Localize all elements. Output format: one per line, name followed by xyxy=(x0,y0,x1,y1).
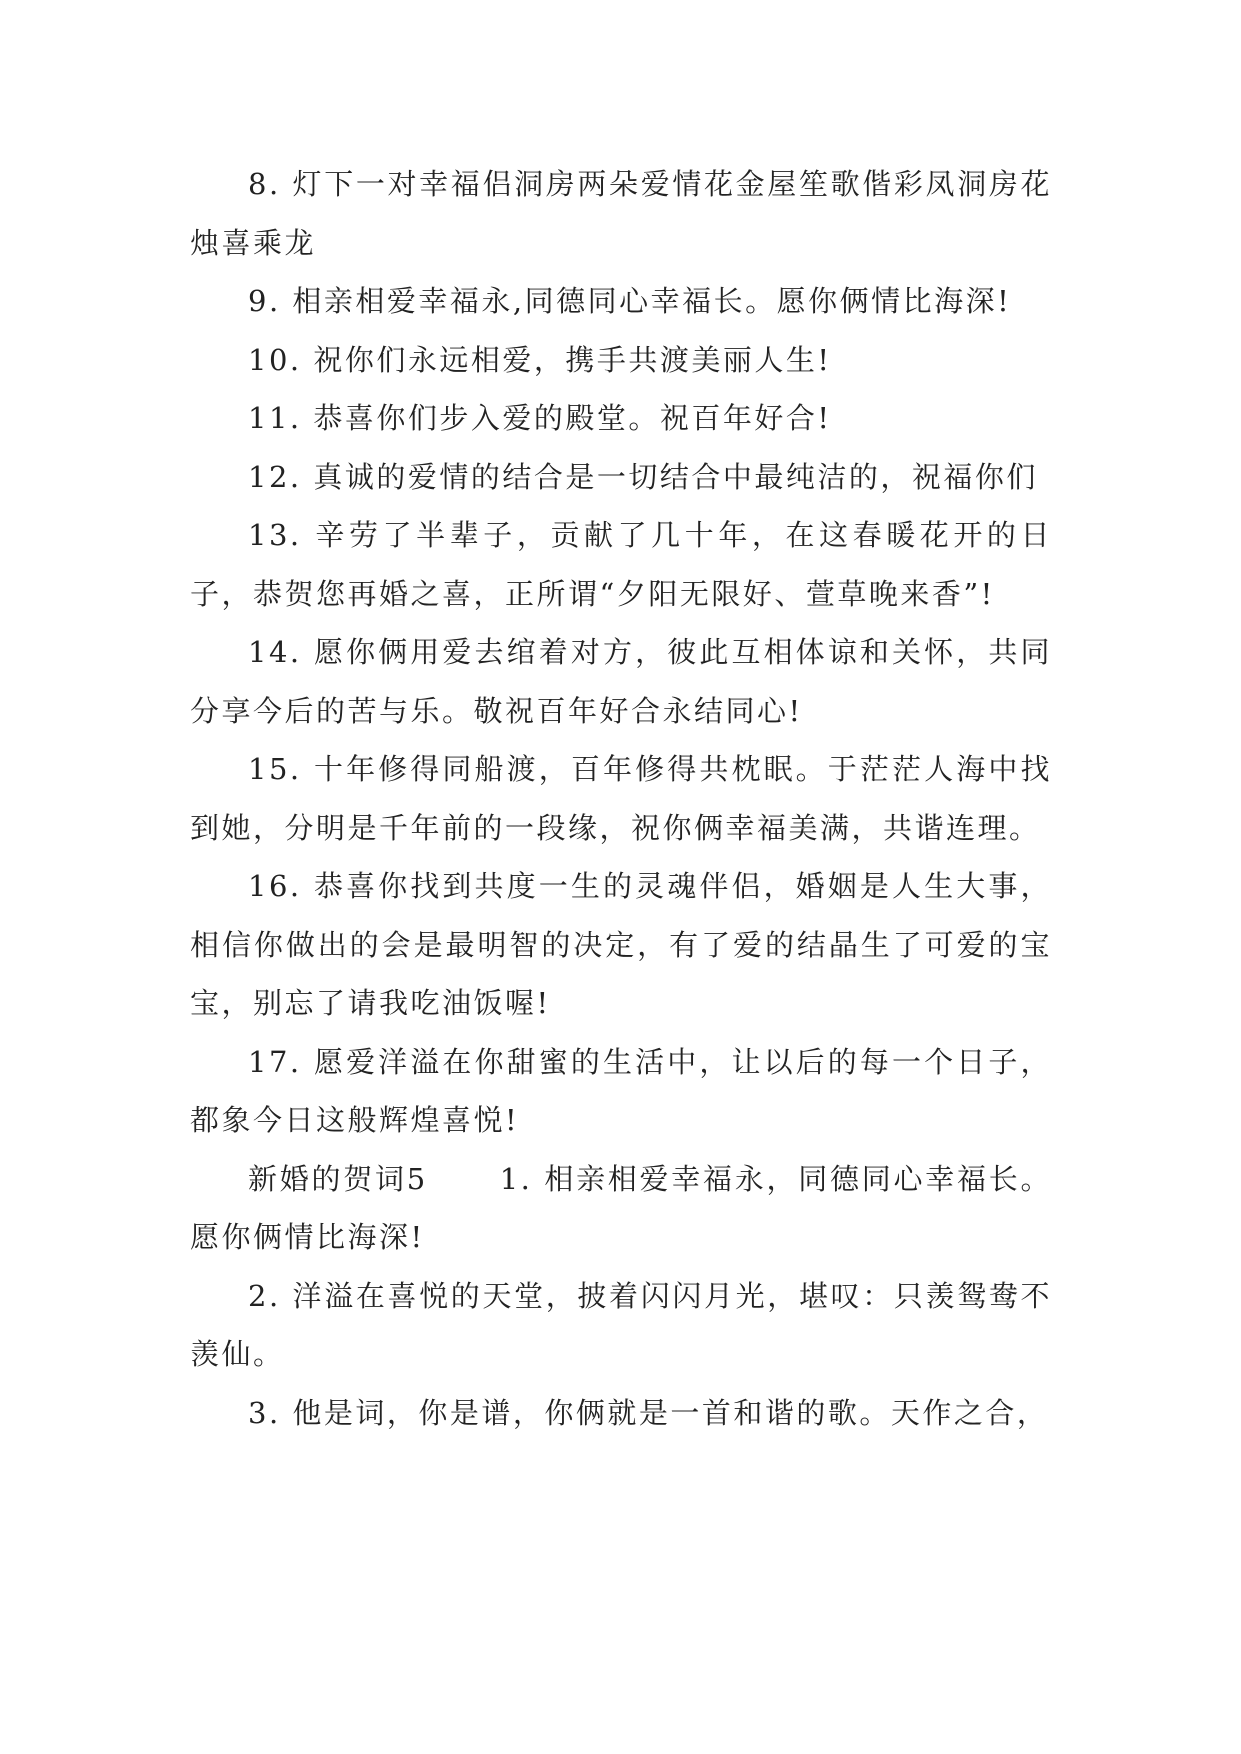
document-body xyxy=(190,155,1052,1442)
paragraph-9: 9. 相亲相爱幸福永,同德同心幸福长。愿你俩情比海深! xyxy=(248,284,1012,318)
paragraph-17: 17. 愿爱洋溢在你甜蜜的生活中，让以后的每一个日子，都象今日这般辉煌喜悦! xyxy=(190,1044,1052,1137)
section-heading: 新婚的贺词5 xyxy=(248,1161,428,1196)
paragraph-10: 10. 祝你们永远相爱，携手共渡美丽人生! xyxy=(248,342,832,377)
paragraph-11: 11. 恭喜你们步入爱的殿堂。祝百年好合! xyxy=(248,401,832,435)
paragraph-8: 8. 灯下一对幸福侣洞房两朵爱情花金屋笙歌偕彩凤洞房花烛喜乘龙 xyxy=(190,167,1052,260)
paragraph-15: 15. 十年修得同船渡，百年修得共枕眠。于茫茫人海中找到她，分明是千年前的一段缘，祝你俩幸福美满，共谐连理。 xyxy=(190,752,1052,845)
paragraph-after-3: 3. 他是词，你是谱，你俩就是一首和谐的歌。天作之合， xyxy=(248,1395,1049,1430)
paragraph-after-2: 2. 洋溢在喜悦的天堂，披着闪闪月光，堪叹：只羡鸳鸯不羡仙。 xyxy=(190,1278,1052,1371)
paragraph-14: 14. 愿你俩用爱去绾着对方，彼此互相体谅和关怀，共同分享今后的苦与乐。敬祝百年好合永结同心! xyxy=(190,635,1052,728)
paragraph-13: 13. 辛劳了半辈子，贡献了几十年，在这春暖花开的日子，恭贺您再婚之喜，正所谓“夕阳无限好、萱草晚来香”! xyxy=(190,518,1052,611)
paragraph-16: 16. 恭喜你找到共度一生的灵魂伴侣，婚姻是人生大事，相信你做出的会是最明智的决定，有了爱的结晶生了可爱的宝宝，别忘了请我吃油饭喔! xyxy=(190,869,1052,1020)
section-paragraph xyxy=(190,1150,1052,1267)
paragraph-12: 12. 真诚的爱情的结合是一切结合中最纯洁的，祝福你们 xyxy=(248,459,1038,494)
section-first-item: 1. 相亲相爱幸福永，同德同心幸福长。愿你俩情比海深! xyxy=(190,1161,1053,1254)
